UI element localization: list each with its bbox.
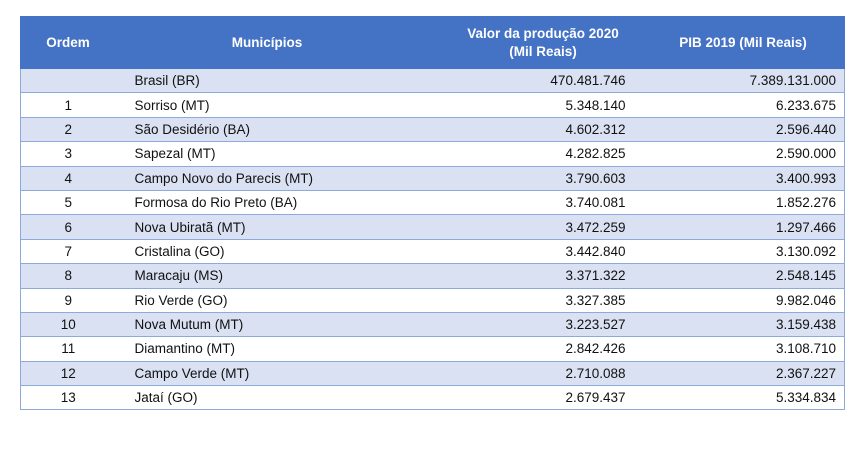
municipios-table: [20, 16, 845, 410]
cell-valor: 4.602.312: [427, 117, 642, 141]
cell-municipio: Sapezal (MT): [116, 142, 427, 166]
cell-municipio: Campo Verde (MT): [116, 361, 427, 385]
table-row: [21, 288, 845, 312]
cell-ordem: 3: [21, 142, 116, 166]
header-pib: PIB 2019 (Mil Reais): [642, 17, 845, 69]
cell-pib: 5.334.834: [642, 386, 845, 410]
header-municipios: Municípios: [116, 17, 427, 69]
cell-pib: 2.367.227: [642, 361, 845, 385]
cell-municipio: Nova Ubiratã (MT): [116, 215, 427, 239]
cell-valor: 3.442.840: [427, 239, 642, 263]
table-row: [21, 337, 845, 361]
cell-municipio: Cristalina (GO): [116, 239, 427, 263]
cell-ordem: 2: [21, 117, 116, 141]
cell-pib: 6.233.675: [642, 93, 845, 117]
cell-pib: 3.130.092: [642, 239, 845, 263]
cell-valor: 3.790.603: [427, 166, 642, 190]
header-ordem: Ordem: [21, 17, 116, 69]
table-row: [21, 386, 845, 410]
header-row: [21, 17, 845, 69]
cell-municipio: Formosa do Rio Preto (BA): [116, 190, 427, 214]
cell-pib: 9.982.046: [642, 288, 845, 312]
cell-pib: 2.590.000: [642, 142, 845, 166]
cell-valor: 3.740.081: [427, 190, 642, 214]
cell-municipio: Campo Novo do Parecis (MT): [116, 166, 427, 190]
cell-pib: 1.297.466: [642, 215, 845, 239]
table-row: [21, 117, 845, 141]
cell-ordem: 9: [21, 288, 116, 312]
total-valor: 470.481.746: [427, 69, 642, 93]
cell-ordem: 13: [21, 386, 116, 410]
cell-valor: 5.348.140: [427, 93, 642, 117]
cell-municipio: Maracaju (MS): [116, 264, 427, 288]
cell-municipio: Nova Mutum (MT): [116, 312, 427, 336]
table-row: [21, 93, 845, 117]
cell-ordem: 12: [21, 361, 116, 385]
total-row: [21, 69, 845, 93]
table-row: [21, 361, 845, 385]
total-municipio: Brasil (BR): [116, 69, 427, 93]
table-row: [21, 312, 845, 336]
cell-valor: 4.282.825: [427, 142, 642, 166]
table-row: [21, 264, 845, 288]
cell-pib: 2.548.145: [642, 264, 845, 288]
table-row: [21, 190, 845, 214]
cell-ordem: 4: [21, 166, 116, 190]
cell-ordem: 5: [21, 190, 116, 214]
cell-ordem: 1: [21, 93, 116, 117]
cell-ordem: 10: [21, 312, 116, 336]
table-row: [21, 239, 845, 263]
table-body: [21, 69, 845, 410]
table-row: [21, 166, 845, 190]
cell-municipio: Rio Verde (GO): [116, 288, 427, 312]
cell-pib: 2.596.440: [642, 117, 845, 141]
cell-valor: 3.472.259: [427, 215, 642, 239]
cell-pib: 3.159.438: [642, 312, 845, 336]
cell-valor: 3.223.527: [427, 312, 642, 336]
cell-valor: 3.371.322: [427, 264, 642, 288]
cell-ordem: 7: [21, 239, 116, 263]
cell-valor: 3.327.385: [427, 288, 642, 312]
cell-ordem: 8: [21, 264, 116, 288]
total-pib: 7.389.131.000: [642, 69, 845, 93]
cell-ordem: 6: [21, 215, 116, 239]
cell-municipio: Diamantino (MT): [116, 337, 427, 361]
data-table-container: [20, 16, 836, 410]
cell-pib: 3.400.993: [642, 166, 845, 190]
cell-municipio: Jataí (GO): [116, 386, 427, 410]
table-row: [21, 215, 845, 239]
header-valor-producao: Valor da produção 2020 (Mil Reais): [427, 17, 642, 69]
cell-valor: 2.679.437: [427, 386, 642, 410]
cell-valor: 2.842.426: [427, 337, 642, 361]
table-row: [21, 142, 845, 166]
cell-municipio: Sorriso (MT): [116, 93, 427, 117]
cell-ordem: 11: [21, 337, 116, 361]
total-ordem: [21, 69, 116, 93]
cell-valor: 2.710.088: [427, 361, 642, 385]
cell-pib: 1.852.276: [642, 190, 845, 214]
cell-municipio: São Desidério (BA): [116, 117, 427, 141]
cell-pib: 3.108.710: [642, 337, 845, 361]
